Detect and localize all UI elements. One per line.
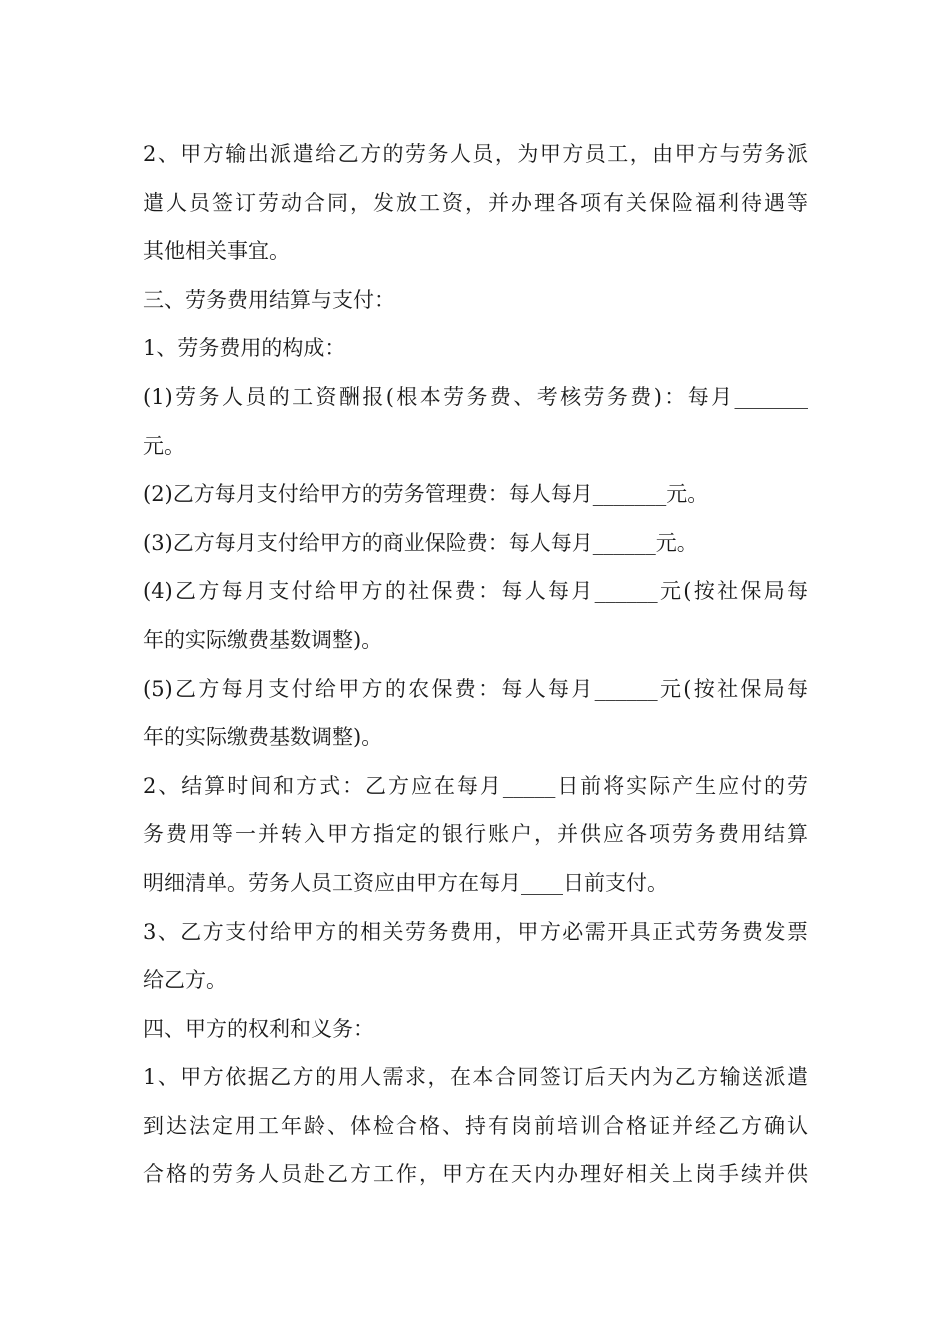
text-line-18: 给乙方。 (143, 968, 227, 993)
section-heading-3: 三、劳务费用结算与支付： (143, 287, 395, 312)
subsection-heading-1: 1、劳务费用的构成： (143, 336, 346, 361)
text-line-9: (3)乙方每月支付给甲方的商业保险费：每人每月______元。 (143, 530, 698, 555)
document-body (143, 130, 808, 1199)
text-line-3: 其他相关事宜。 (143, 239, 290, 264)
text-line-17: 3、乙方支付给甲方的相关劳务费用，甲方必需开具正式劳务费发票 (143, 919, 808, 944)
text-line-1: 2、甲方输出派遣给乙方的劳务人员，为甲方员工，由甲方与劳务派 (143, 142, 808, 166)
text-line-16: 明细清单。劳务人员工资应由甲方在每月____日前支付。 (143, 870, 668, 895)
text-line-7: 元。 (143, 433, 185, 458)
text-line-15: 务费用等一并转入甲方指定的银行账户，并供应各项劳务费用结算 (143, 822, 808, 847)
section-heading-4: 四、甲方的权利和义务： (143, 1016, 374, 1041)
text-line-10: (4)乙方每月支付给甲方的社保费：每人每月______元(按社保局每 (143, 579, 808, 604)
text-line-2: 遣人员签订劳动合同，发放工资，并办理各项有关保险福利待遇等 (143, 190, 808, 215)
text-line-6: (1)劳务人员的工资酬报(根本劳务费、考核劳务费)：每月_______ (143, 384, 808, 409)
text-line-8: (2)乙方每月支付给甲方的劳务管理费：每人每月_______元。 (143, 482, 709, 507)
text-line-21: 到达法定用工年龄、体检合格、持有岗前培训合格证并经乙方确认 (143, 1113, 808, 1138)
text-line-13: 年的实际缴费基数调整)。 (143, 725, 383, 750)
text-line-11: 年的实际缴费基数调整)。 (143, 627, 383, 652)
text-line-12: (5)乙方每月支付给甲方的农保费：每人每月______元(按社保局每 (143, 676, 808, 701)
text-line-20: 1、甲方依据乙方的用人需求，在本合同签订后天内为乙方输送派遣 (143, 1065, 808, 1090)
text-line-22: 合格的劳务人员赴乙方工作，甲方在天内办理好相关上岗手续并供 (143, 1162, 808, 1187)
text-line-14: 2、结算时间和方式：乙方应在每月_____日前将实际产生应付的劳 (143, 773, 808, 798)
